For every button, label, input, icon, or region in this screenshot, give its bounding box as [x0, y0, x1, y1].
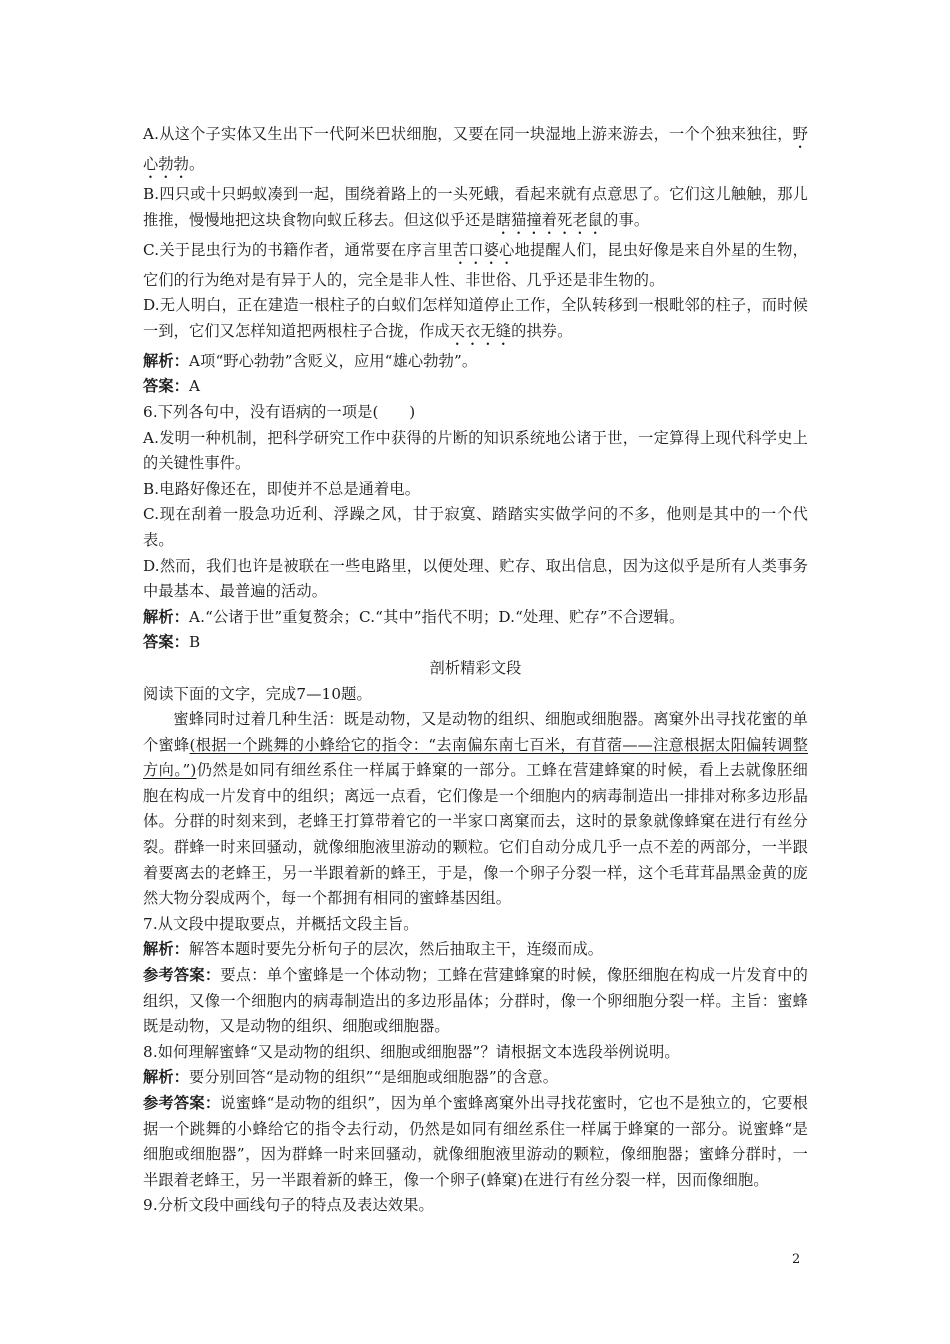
q7-reference-answer — [143, 963, 808, 1040]
option-text: 。 — [189, 155, 205, 173]
q5-option-c — [143, 238, 808, 294]
q5-option-a — [143, 122, 808, 182]
q6-stem: 6.下列各句中，没有语病的一项是( ) — [143, 402, 416, 421]
q7-stem: 7.从文段中提取要点，并概括文段主旨。 — [143, 914, 419, 933]
analysis-text: 要分别回答“是动物的组织”“是细胞或细胞器”的含意。 — [189, 1068, 559, 1087]
option-text: 的事。 — [603, 210, 650, 229]
answer-text: A — [189, 377, 201, 396]
analysis-label: 解析： — [143, 1068, 190, 1087]
option-text: 的拱券。 — [511, 321, 573, 340]
passage-text: 仍然是如同有细丝系住一样属于蜂窠的一部分。工蜂在营建蜂窠的时候，看上去就像胚细胞在构成一片发育中的组织；离远一点看，它们像是一个细胞内的病毒制造出一排排对称多边形晶体。分群的时刻来到，老蜂王打算带着它的一半家口离窠而去，这时的景象就像蜂窠在进行有丝分裂。群蜂一时来回骚动，就像细胞液里游动的颗粒。它们自动分成几乎一点不差的两部分，一半跟着要离去的老蜂王，另一半跟着新的蜂王，于是，像一个卵子分裂一样，这个毛茸茸晶黑金黄的庞然大物分裂成两个，每一个都拥有相同的蜜蜂基因组。 — [143, 761, 808, 908]
q6-option-d: D.然而，我们也许是被联在一些电路里，以便处理、贮存、取出信息，因为这似乎是所有人类事务中最基本、最普遍的活动。 — [143, 556, 808, 601]
q8-analysis — [143, 1065, 808, 1091]
document-page — [143, 122, 808, 1219]
reference-answer-label: 参考答案： — [143, 1094, 221, 1112]
answer-label: 答案： — [143, 377, 190, 396]
emphasized-phrase: 天衣无缝 — [449, 321, 512, 340]
analysis-label: 解析： — [143, 607, 190, 626]
q9-stem: 9.分析文段中画线句子的特点及表达效果。 — [143, 1196, 434, 1215]
underlined-sentence: (根据一个跳舞的小蜂给它的指令：“去南偏东南七百米，有苜蓿——注意根据太阳偏转调整方向。”) — [143, 735, 809, 780]
option-text: D.无人明白，正在建造一根柱子的白蚁们怎样知道停止工作，全队转移到一根毗邻的柱子，而时候一到，它们又怎样知道把两根柱子合拢，作成 — [143, 296, 808, 340]
reading-passage — [143, 707, 808, 912]
option-text: C.关于昆虫行为的书籍作者，通常要在序言里 — [143, 240, 453, 259]
emphasized-phrase: 苦口婆心 — [452, 240, 515, 259]
answer-text: B — [189, 633, 201, 652]
analysis-text: A项“野心勃勃”含贬义，应用“雄心勃勃”。 — [189, 351, 478, 370]
q8-stem: 8.如何理解蜜蜂“又是动物的组织、细胞或细胞器”？请根据文本选段举例说明。 — [143, 1042, 680, 1061]
reference-answer-label: 参考答案： — [143, 966, 221, 985]
q5-analysis — [143, 349, 808, 375]
analysis-text: A.“公诸于世”重复赘余；C.“其中”指代不明；D.“处理、贮存”不合逻辑。 — [189, 607, 685, 626]
q6-option-c: C.现在刮着一股急功近利、浮躁之风，甘于寂寞、踏踏实实做学问的不多，他则是其中的一个代表。 — [143, 505, 808, 549]
reading-instruction: 阅读下面的文字，完成7—10题。 — [143, 684, 372, 703]
passage-text: 蜜蜂同时过着几种生活：既是动物，又是动物的组织、细胞或细胞器。离窠外出寻找花蜜的单个蜜蜂 — [143, 710, 808, 754]
option-text: 地提醒人们，昆虫好像是来自外星的生物，它们的行为绝对是有异于人的，完全是非人性、非世俗、几乎还是非生物的。 — [143, 240, 808, 289]
emphasized-phrase: 野心勃勃 — [143, 125, 808, 173]
q7-analysis — [143, 937, 808, 963]
reference-answer-text: 说蜜蜂“是动物的组织”，因为单个蜜蜂离窠外出寻找花蜜时，它也不是独立的，它要根据一个跳舞的小蜂给它的指令去行动，仍然是如同有细丝系住一样属于蜂窠的一部分。说蜜蜂“是细胞或细胞器”，因为群蜂一时来回骚动，就像细胞液里游动的颗粒，像细胞器；蜜蜂分群时，一半跟着老蜂王，另一半跟着新的蜂王，像一个卵子(蜂窠)在进行有丝分裂一样，因而像细胞。 — [143, 1094, 809, 1189]
q6-option-a: A.发明一种机制，把科学研究工作中获得的片断的知识系统地公诸于世，一定算得上现代科学史上的关键性事件。 — [143, 428, 808, 473]
option-text: B.四只或十只蚂蚁凑到一起，围绕着路上的一头死蛾，看起来就有点意思了。它们这儿触触，那儿推推，慢慢地把这块食物向蚁丘移去。但这似乎还是 — [143, 185, 808, 229]
q5-answer — [143, 374, 808, 400]
q6-analysis — [143, 605, 808, 631]
section-title: 剖析精彩文段 — [429, 658, 522, 677]
q5-option-b — [143, 182, 808, 238]
reference-answer-text: 要点：单个蜜蜂是一个体动物；工蜂在营建蜂窠的时候，像胚细胞在构成一片发育中的组织，又像一个细胞内的病毒制造出的多边形晶体；分群时，像一个卵细胞分裂一样。主旨：蜜蜂既是动物，又是动物的组织、细胞或细胞器。 — [143, 966, 809, 1036]
analysis-text: 解答本题时要先分析句子的层次，然后抽取主干，连缀而成。 — [189, 940, 604, 959]
page-number: 2 — [792, 1252, 801, 1267]
q5-option-d — [143, 293, 808, 349]
q6-answer — [143, 630, 808, 656]
emphasized-phrase: 瞎猫撞着死老鼠 — [495, 210, 604, 229]
answer-label: 答案： — [143, 633, 190, 652]
analysis-label: 解析： — [143, 351, 190, 370]
option-text: A.从这个子实体又生出下一代阿米巴状细胞，又要在同一块湿地上游来游去，一个个独来独往， — [143, 125, 793, 143]
q8-reference-answer — [143, 1091, 808, 1193]
q6-option-b: B.电路好像还在，即使并不总是通着电。 — [143, 479, 421, 498]
analysis-label: 解析： — [143, 940, 190, 959]
